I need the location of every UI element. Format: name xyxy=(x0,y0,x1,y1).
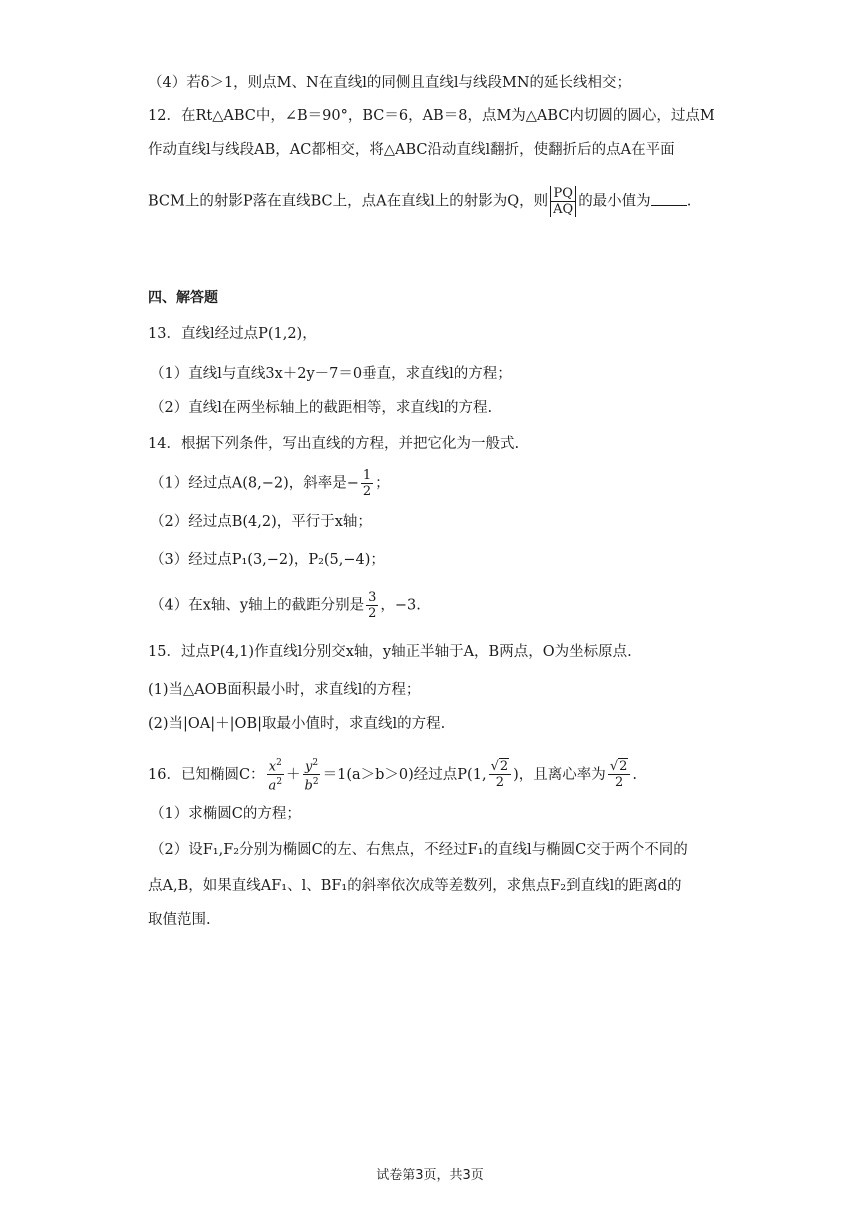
item-11-4: （4）若δ＞1，则点M、N在直线l的同侧且直线l与线段MN的延长线相交； xyxy=(148,75,632,91)
q12-text-a: BCM上的射影P落在直线BC上，点A在直线l上的射影为Q，则 xyxy=(148,193,549,210)
q16-part-2-line-1: （2）设F₁,F₂分别为椭圆C的左、右焦点，不经过F₁的直线l与椭圆C交于两个不同的 xyxy=(150,842,688,858)
q12-line-3 xyxy=(148,186,691,217)
q13-stem: 13．直线l经过点P(1,2)， xyxy=(148,326,317,342)
intercept-fraction xyxy=(366,590,378,621)
q16-stem: 16．已知椭圆C： $\frac{x^2}{a^2}$ ＋ $\frac{y^2}{b^2}$ ＝1(a＞b＞0)经过点P(1, $\frac{√2}{2}$ )，且离心率为 $\frac{√2}{2}$ . xyxy=(148,758,637,794)
q14-4-text: （4）在x轴、y轴上的截距分别是 xyxy=(150,597,365,614)
q12-text-b: 的最小值为 xyxy=(578,193,651,210)
q12-line-1: 12．在Rt△ABC中，∠B＝90°，BC＝6，AB＝8，点M为△ABC内切圆的圆心，过点M xyxy=(148,108,715,124)
q16-text-mid: )，且离心率为 xyxy=(513,766,606,783)
q16-part-1: （1）求椭圆C的方程； xyxy=(150,806,301,822)
q14-part-2: （2）经过点B(4,2)，平行于x轴； xyxy=(150,514,372,530)
ratio-numerator: PQ xyxy=(550,186,575,202)
point-y-fraction: $\frac{√2}{2}$ xyxy=(489,759,512,790)
q15-stem: 15．过点P(4,1)作直线l分别交x轴，y轴正半轴于A，B两点，O为坐标原点. xyxy=(148,644,632,660)
q14-1-end: ； xyxy=(375,475,390,492)
q15-part-2: (2)当|OA|＋|OB|取最小值时，求直线l的方程. xyxy=(148,716,446,732)
ellipse-x-term: $\frac{x^2}{a^2}$ xyxy=(268,758,283,794)
intercept-denominator: 2 xyxy=(368,606,377,621)
q14-stem: 14．根据下列条件，写出直线的方程，并把它化为一般式. xyxy=(148,436,520,452)
slope-fraction xyxy=(361,468,373,499)
ellipse-y-term: $\frac{y^2}{b^2}$ xyxy=(304,758,319,794)
q16-part-2-line-2: 点A,B，如果直线AF₁、l、BF₁的斜率依次成等差数列，求焦点F₂到直线l的距离d的 xyxy=(148,878,682,894)
q13-part-2: （2）直线l在两坐标轴上的截距相等，求直线l的方程. xyxy=(150,400,493,416)
q13-part-1: （1）直线l与直线3x＋2y－7＝0垂直，求直线l的方程； xyxy=(150,366,512,382)
q12-line-2: 作动直线l与线段AB，AC都相交，将△ABC沿动直线l翻折，使翻折后的点A在平面 xyxy=(148,142,675,158)
answer-blank xyxy=(651,191,687,206)
q14-1-text: （1）经过点A(8,−2)，斜率是− xyxy=(150,475,359,492)
section-heading: 四、解答题 xyxy=(148,290,218,306)
eccentricity-fraction: $\frac{√2}{2}$ xyxy=(608,759,631,790)
intercept-numerator: 3 xyxy=(368,590,377,605)
q14-part-1 xyxy=(150,468,390,499)
q12-text-end: . xyxy=(686,193,692,210)
q14-part-4 xyxy=(150,590,421,621)
slope-denominator: 2 xyxy=(362,484,372,499)
q14-part-3: （3）经过点P₁(3,−2)，P₂(5,−4)； xyxy=(150,552,385,568)
q15-part-1: (1)当△AOB面积最小时，求直线l的方程； xyxy=(148,682,421,698)
q16-part-2-line-3: 取值范围. xyxy=(148,912,211,928)
slope-numerator: 1 xyxy=(362,468,372,483)
q16-text-end: . xyxy=(632,766,637,783)
ratio-fraction xyxy=(550,186,576,217)
page-footer: 试卷第3页，共3页 xyxy=(376,1168,484,1183)
q14-4-end: ，−3. xyxy=(380,597,421,614)
q16-text-a: 16．已知椭圆C： xyxy=(148,766,265,783)
ratio-denominator: AQ xyxy=(550,202,576,217)
q16-text-eq: ＝1(a＞b＞0)经过点P(1, xyxy=(322,766,487,783)
